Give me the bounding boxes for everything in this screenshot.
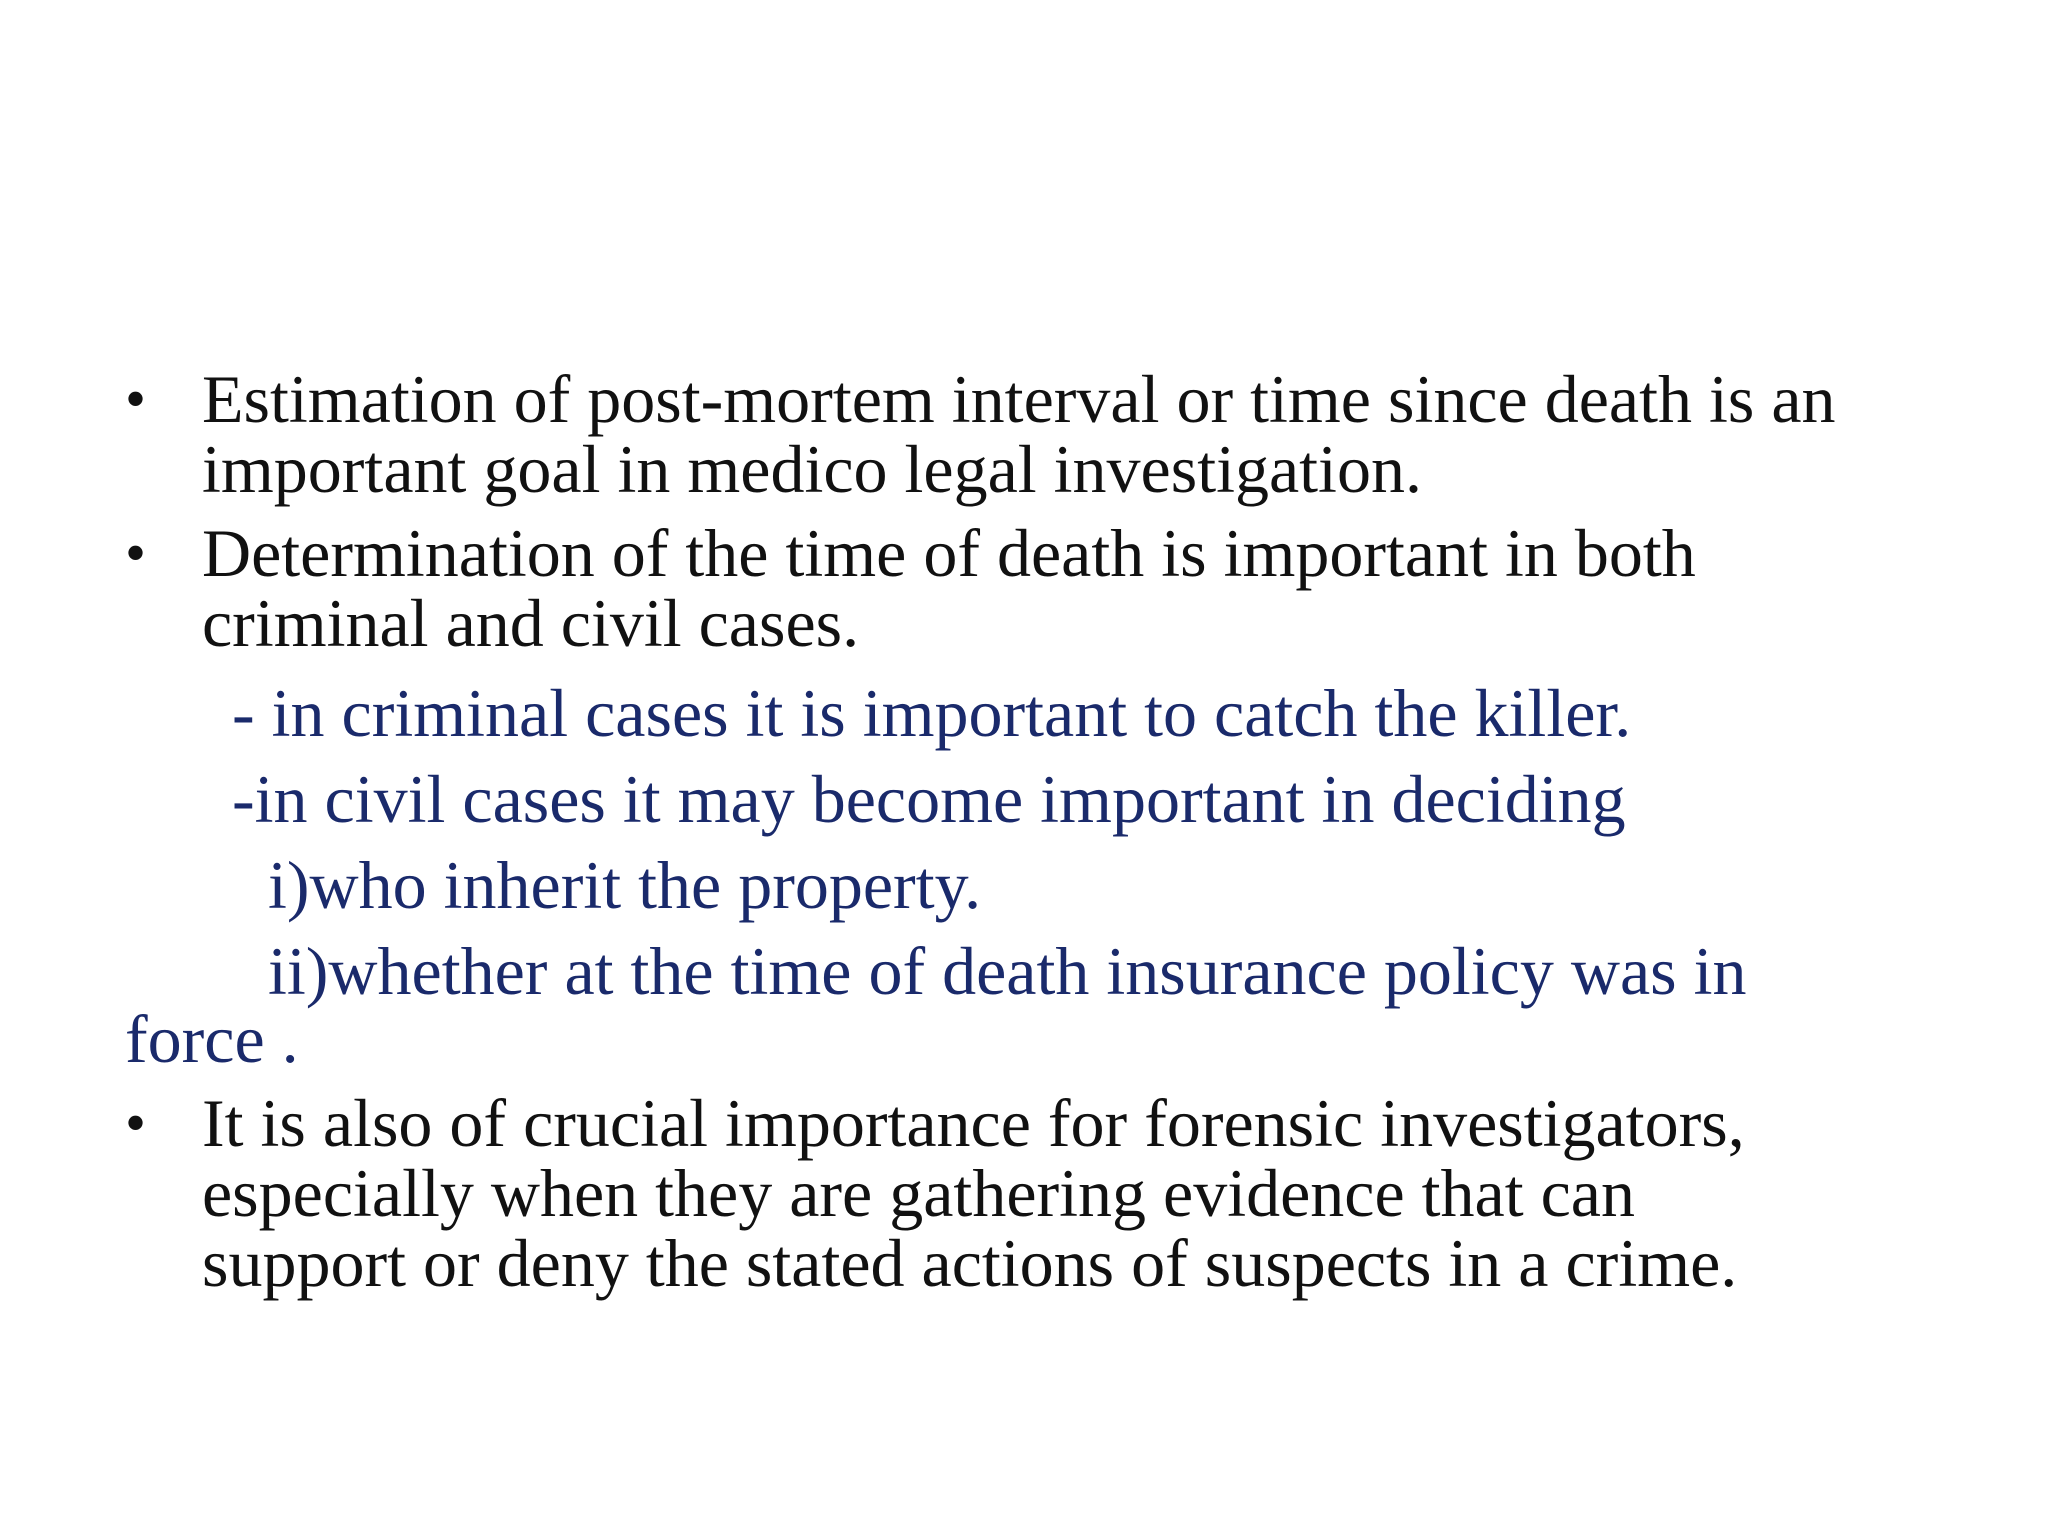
bullet-line: support or deny the stated actions of suspects in a crime. (202, 1225, 1738, 1301)
bullet-line: It is also of crucial importance for forensic investigators, (202, 1085, 1745, 1161)
bullet-dot-icon: • (125, 1090, 147, 1156)
bullet-line: Estimation of post-mortem interval or time since death is an (202, 361, 1836, 437)
bullet-item (125, 361, 1965, 507)
bullet-dot-icon: • (125, 520, 147, 586)
bullet-line: criminal and civil cases. (202, 585, 860, 661)
sub-point-insurance: ii)whether at the time of death insurance policy was in (268, 933, 1747, 1009)
sub-point-criminal: - in criminal cases it is important to catch the killer. (232, 675, 1632, 751)
sub-point-civil: -in civil cases it may become important in deciding (232, 761, 1626, 837)
sub-point-inheritance: i)who inherit the property. (268, 847, 982, 923)
bullet-item (125, 515, 1965, 661)
bullet-line: Determination of the time of death is important in both (202, 515, 1696, 591)
slide-content (125, 361, 1965, 1312)
bullet-line: important goal in medico legal investigation. (202, 431, 1422, 507)
sub-point-continuation: force . (125, 1001, 299, 1077)
bullet-line: especially when they are gathering evidence that can (202, 1155, 1635, 1231)
bullet-item (125, 1085, 1965, 1301)
bullet-dot-icon: • (125, 366, 147, 432)
